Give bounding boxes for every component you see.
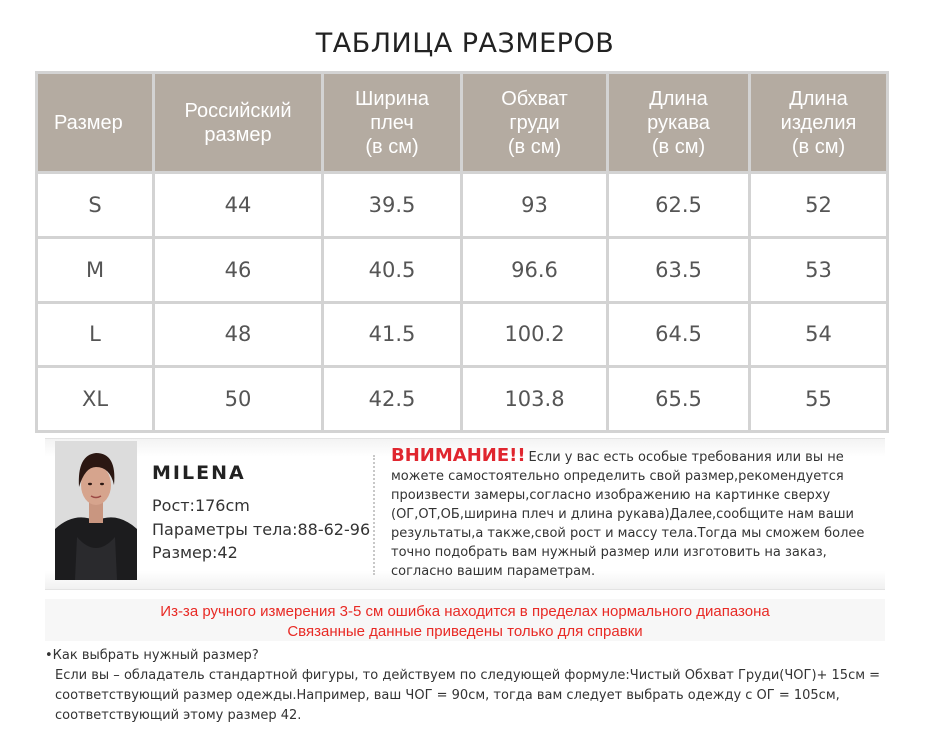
cell-sleeve-length: 64.5 (608, 302, 750, 367)
model-size: Размер:42 (152, 543, 238, 562)
cell-garment-length: 55 (750, 367, 888, 432)
panel-divider (373, 455, 375, 575)
disclaimer-line-1: Из-за ручного измерения 3-5 см ошибка находится в пределах нормального диапазона (160, 603, 770, 620)
model-body-params: Параметры тела:88-62-96 (152, 520, 371, 539)
cell-shoulder-width: 41.5 (323, 302, 462, 367)
model-photo-image (55, 441, 137, 580)
cell-garment-length: 54 (750, 302, 888, 367)
cell-shoulder-width: 40.5 (323, 237, 462, 302)
table-row (37, 367, 888, 432)
table-header-row (37, 73, 888, 173)
notice-text: Если у вас есть особые требования или вы не можете самостоятельно определить свой размер,рекомендуется произвести замеры,согласно изображению на картинке сверху (ОГ,ОТ,ОБ,ширина плеч и длина рукава)Далее,сообщите нам ваши результаты,а также,свой рост и массу тела.Тогда мы сможем более точно подобрать вам нужный размер или изготовить на заказ, согласно вашим параметрам. (391, 450, 865, 579)
cell-size: XL (37, 367, 154, 432)
cell-chest: 100.2 (462, 302, 608, 367)
cell-chest: 96.6 (462, 237, 608, 302)
cell-russian-size: 48 (154, 302, 323, 367)
cell-russian-size: 44 (154, 173, 323, 238)
table-row (37, 302, 888, 367)
attention-notice (391, 446, 873, 581)
guide-heading: •Как выбрать нужный размер? (45, 648, 259, 663)
page-title: ТАБЛИЦА РАЗМЕРОВ (315, 28, 615, 59)
size-guide (45, 646, 885, 726)
guide-text: Если вы – обладатель стандартной фигуры, то действуем по следующей формуле:Чистый Обхват Груди(ЧОГ)+ 15см = соответствующий размер одежды.Например, ваш ЧОГ = 90см, тогда вам следует выбрать одежду с ОГ = 105см, соответствующий этому размер 42. (55, 668, 881, 723)
cell-shoulder-width: 39.5 (323, 173, 462, 238)
cell-garment-length: 53 (750, 237, 888, 302)
model-photo (55, 441, 137, 580)
cell-sleeve-length: 62.5 (608, 173, 750, 238)
cell-size: S (37, 173, 154, 238)
cell-chest: 103.8 (462, 367, 608, 432)
header-russian-size: Российский размер (154, 73, 323, 173)
table-row (37, 237, 888, 302)
model-name: MILENA (152, 462, 246, 484)
cell-russian-size: 46 (154, 237, 323, 302)
notice-heading: ВНИМАНИЕ!! (391, 445, 526, 466)
model-height: Рост:176cm (152, 496, 250, 515)
table-row (37, 173, 888, 238)
size-table (35, 71, 889, 433)
disclaimer-line-2: Связанные данные приведены только для справки (287, 623, 643, 640)
cell-russian-size: 50 (154, 367, 323, 432)
cell-shoulder-width: 42.5 (323, 367, 462, 432)
header-chest: Обхват груди (в см) (462, 73, 608, 173)
cell-sleeve-length: 63.5 (608, 237, 750, 302)
header-shoulder-width: Ширина плеч (в см) (323, 73, 462, 173)
cell-size: L (37, 302, 154, 367)
header-garment-length: Длина изделия (в см) (750, 73, 888, 173)
cell-size: M (37, 237, 154, 302)
cell-sleeve-length: 65.5 (608, 367, 750, 432)
header-size: Размер (37, 73, 154, 173)
cell-chest: 93 (462, 173, 608, 238)
cell-garment-length: 52 (750, 173, 888, 238)
header-sleeve-length: Длина рукава (в см) (608, 73, 750, 173)
